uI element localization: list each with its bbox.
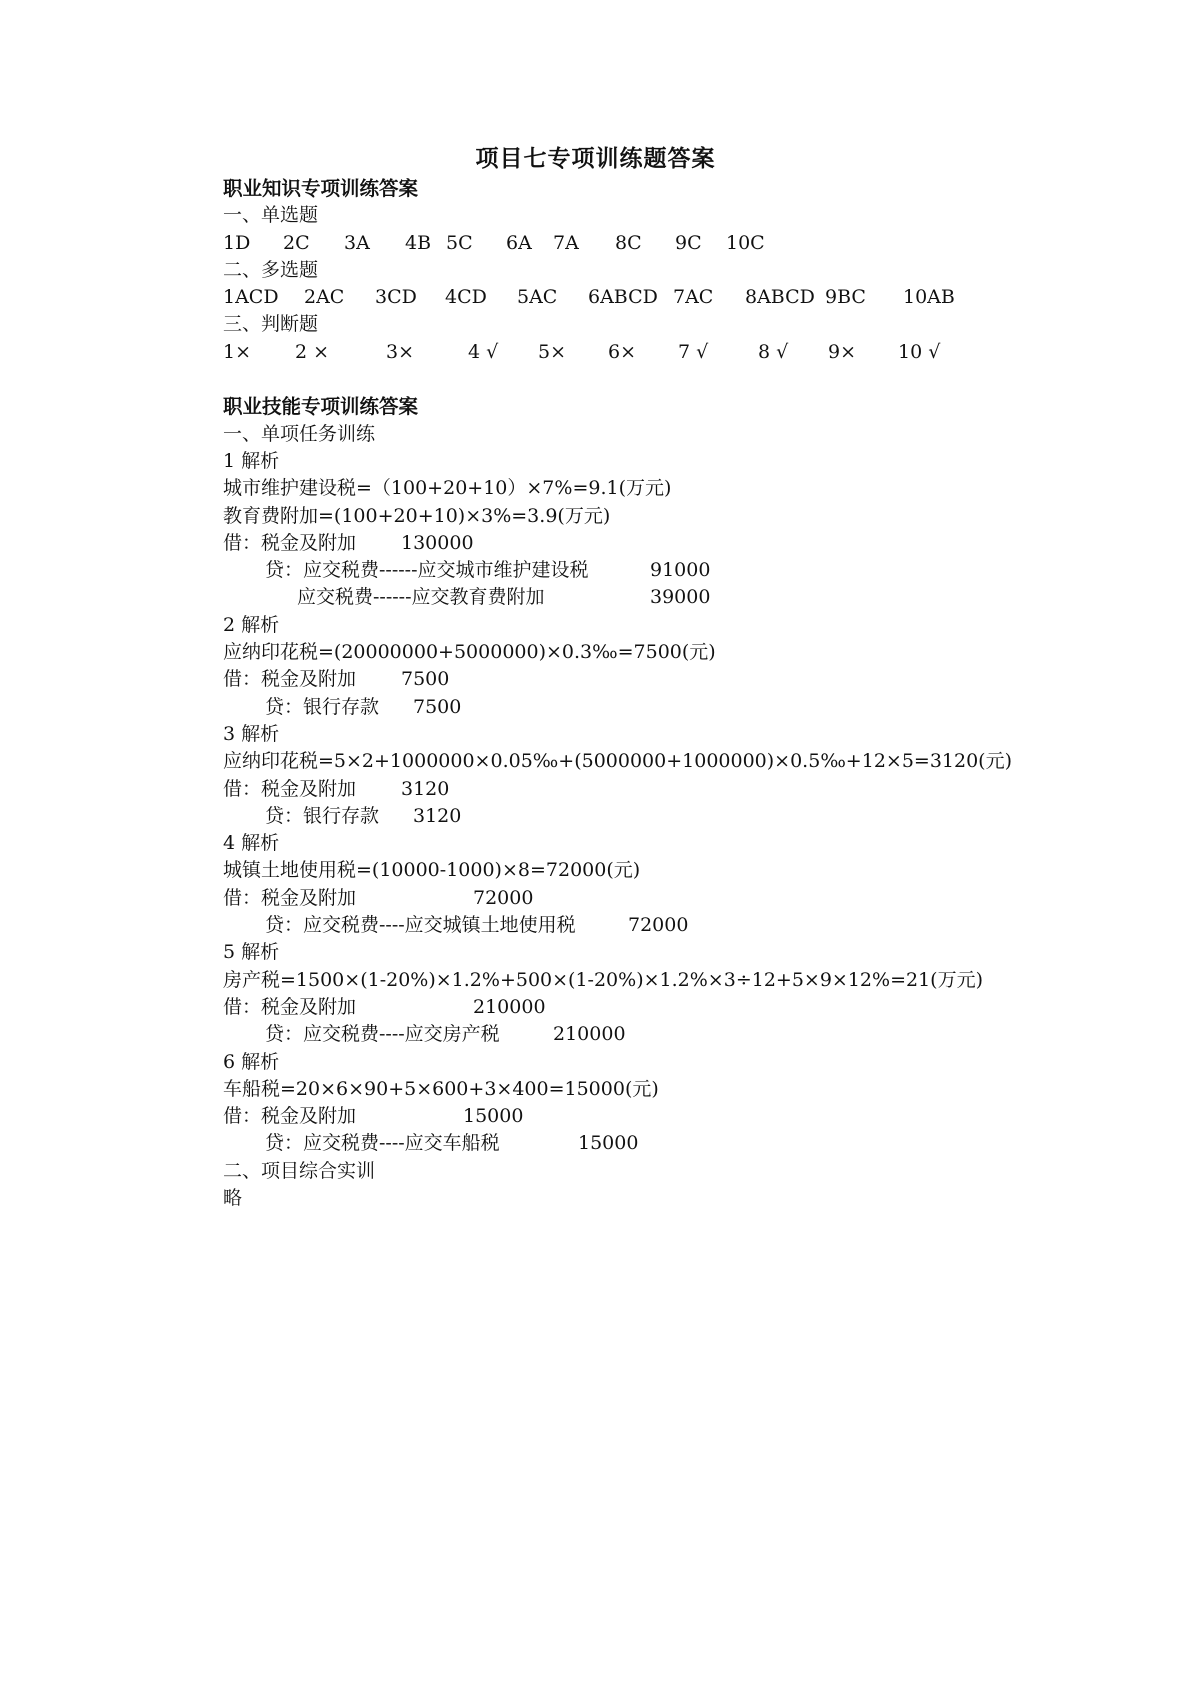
credit-account: 贷：银行存款 xyxy=(265,804,380,827)
credit-entry xyxy=(223,912,1103,939)
answer-single-5: 5C xyxy=(446,231,473,254)
credit-entry xyxy=(223,1130,1103,1157)
item-formula: 应纳印花税=5×2+1000000×0.05‰+(5000000+1000000)×0.5‰+12×5=3120(元) xyxy=(223,750,1013,773)
debit-amount: 3120 xyxy=(401,777,450,800)
credit-amount: 39000 xyxy=(650,586,711,609)
answer-multi-10: 10AB xyxy=(903,286,955,309)
answer-multi-6: 6ABCD xyxy=(588,286,658,309)
skill-heading: 职业技能专项训练答案 xyxy=(223,395,419,419)
debit-entry xyxy=(223,1103,1103,1130)
answer-single-7: 7A xyxy=(553,231,579,254)
multi-choice-answers xyxy=(223,284,1103,311)
answer-single-3: 3A xyxy=(344,231,370,254)
answer-multi-4: 4CD xyxy=(445,286,487,309)
answer-judge-9: 9× xyxy=(828,340,857,363)
credit-account: 贷：应交税费----应交房产税 xyxy=(265,1023,500,1046)
debit-entry xyxy=(223,885,1103,912)
item-label: 4 解析 xyxy=(223,832,280,855)
answer-multi-3: 3CD xyxy=(375,286,417,309)
answer-multi-8: 8ABCD xyxy=(745,286,815,309)
debit-account: 借：税金及附加 xyxy=(223,886,357,909)
credit-amount: 3120 xyxy=(413,804,462,827)
debit-entry xyxy=(223,994,1103,1021)
debit-entry xyxy=(223,530,1103,557)
debit-amount: 72000 xyxy=(473,886,534,909)
credit-entry xyxy=(223,584,1103,611)
answer-single-9: 9C xyxy=(675,231,702,254)
answer-multi-5: 5AC xyxy=(517,286,558,309)
credit-amount: 91000 xyxy=(650,559,711,582)
debit-amount: 210000 xyxy=(473,995,546,1018)
answer-single-2: 2C xyxy=(283,231,310,254)
judge-label: 三、判断题 xyxy=(223,313,319,336)
credit-account: 应交税费------应交教育费附加 xyxy=(297,586,545,609)
item-label: 2 解析 xyxy=(223,613,280,636)
answer-judge-8: 8 √ xyxy=(758,340,789,363)
answer-single-6: 6A xyxy=(506,231,532,254)
item-formula: 车船税=20×6×90+5×600+3×400=15000(元) xyxy=(223,1077,659,1100)
credit-entry xyxy=(223,1021,1103,1048)
answer-judge-2: 2 × xyxy=(295,340,330,363)
debit-amount: 15000 xyxy=(463,1105,524,1128)
answer-multi-7: 7AC xyxy=(673,286,714,309)
answer-multi-2: 2AC xyxy=(304,286,345,309)
credit-amount: 7500 xyxy=(413,695,462,718)
credit-amount: 210000 xyxy=(553,1023,626,1046)
multi-choice-label: 二、多选题 xyxy=(223,258,319,281)
credit-amount: 15000 xyxy=(578,1132,639,1155)
item-label: 1 解析 xyxy=(223,449,280,472)
credit-account: 贷：应交税费----应交城镇土地使用税 xyxy=(265,914,576,937)
answer-judge-1: 1× xyxy=(223,340,252,363)
item-label: 5 解析 xyxy=(223,941,280,964)
answer-single-10: 10C xyxy=(726,231,765,254)
debit-account: 借：税金及附加 xyxy=(223,1105,357,1128)
debit-account: 借：税金及附加 xyxy=(223,531,357,554)
item-formula: 城市维护建设税=（100+20+10）×7%=9.1(万元) xyxy=(223,477,672,500)
debit-account: 借：税金及附加 xyxy=(223,668,357,691)
document-body xyxy=(223,175,1103,1212)
page-title: 项目七专项训练题答案 xyxy=(475,146,716,172)
credit-account: 贷：应交税费----应交车船税 xyxy=(265,1132,500,1155)
answer-single-8: 8C xyxy=(615,231,642,254)
answer-multi-1: 1ACD xyxy=(223,286,279,309)
comprehensive-label: 二、项目综合实训 xyxy=(223,1159,376,1182)
credit-entry xyxy=(223,803,1103,830)
debit-account: 借：税金及附加 xyxy=(223,777,357,800)
answer-judge-4: 4 √ xyxy=(468,340,499,363)
item-formula: 教育费附加=(100+20+10)×3%=3.9(万元) xyxy=(223,504,611,527)
item-formula: 城镇土地使用税=(10000-1000)×8=72000(元) xyxy=(223,859,641,882)
item-label: 6 解析 xyxy=(223,1050,280,1073)
single-choice-label: 一、单选题 xyxy=(223,204,319,227)
debit-entry xyxy=(223,776,1103,803)
knowledge-heading: 职业知识专项训练答案 xyxy=(223,177,419,200)
judge-answers xyxy=(223,339,1103,366)
credit-amount: 72000 xyxy=(628,914,689,937)
spacer xyxy=(223,366,1103,393)
answer-judge-5: 5× xyxy=(538,340,567,363)
item-label: 3 解析 xyxy=(223,722,280,745)
comprehensive-text: 略 xyxy=(223,1186,243,1209)
credit-account: 贷：银行存款 xyxy=(265,695,380,718)
debit-amount: 7500 xyxy=(401,668,450,691)
answer-judge-10: 10 √ xyxy=(898,340,941,363)
credit-entry xyxy=(223,694,1103,721)
answer-single-1: 1D xyxy=(223,231,251,254)
debit-entry xyxy=(223,666,1103,693)
debit-amount: 130000 xyxy=(401,531,474,554)
item-formula: 应纳印花税=(20000000+5000000)×0.3‰=7500(元) xyxy=(223,641,716,664)
answer-judge-3: 3× xyxy=(386,340,415,363)
single-task-label: 一、单项任务训练 xyxy=(223,422,376,445)
item-formula: 房产税=1500×(1-20%)×1.2%+500×(1-20%)×1.2%×3÷12+5×9×12%=21(万元) xyxy=(223,968,984,991)
answer-judge-6: 6× xyxy=(608,340,637,363)
credit-entry xyxy=(223,557,1103,584)
answer-judge-7: 7 √ xyxy=(678,340,709,363)
answer-multi-9: 9BC xyxy=(825,286,866,309)
debit-account: 借：税金及附加 xyxy=(223,995,357,1018)
single-choice-answers xyxy=(223,230,1103,257)
answer-single-4: 4B xyxy=(405,231,432,254)
credit-account: 贷：应交税费------应交城市维护建设税 xyxy=(265,559,589,582)
skill-items xyxy=(223,448,1103,1158)
